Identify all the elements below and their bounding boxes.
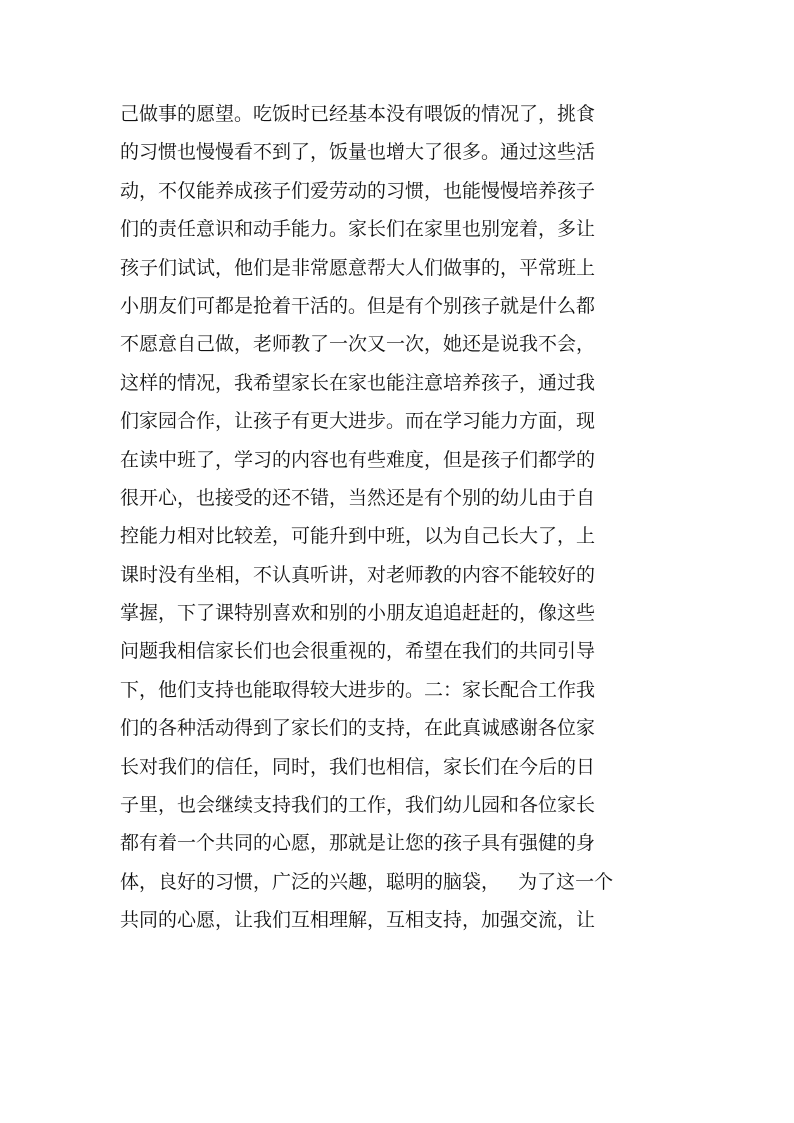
text-line: 控能力相对比较差，可能升到中班，以为自己长大了，上 (120, 525, 596, 548)
text-line: 们的责任意识和动手能力。家长们在家里也别宠着，多让 (120, 218, 596, 241)
text-line: 共同的心愿，让我们互相理解，互相支持，加强交流，让 (120, 909, 596, 932)
text-line: 动，不仅能养成孩子们爱劳动的习惯，也能慢慢培养孩子 (120, 179, 596, 202)
text-line: 都有着一个共同的心愿，那就是让您的孩子具有强健的身 (120, 832, 596, 855)
text-line: 很开心，也接受的还不错，当然还是有个别的幼儿由于自 (120, 486, 596, 509)
text-line: 长对我们的信任，同时，我们也相信，家长们在今后的日 (120, 755, 596, 778)
text-line: 体，良好的习惯，广泛的兴趣，聪明的脑袋， 为了这一个 (120, 870, 614, 893)
text-line: 课时没有坐相，不认真听讲，对老师教的内容不能较好的 (120, 563, 596, 586)
text-line: 掌握，下了课特别喜欢和别的小朋友追追赶赶的，像这些 (120, 602, 596, 625)
text-line: 在读中班了，学习的内容也有些难度，但是孩子们都学的 (120, 448, 596, 471)
text-line: 己做事的愿望。吃饭时已经基本没有喂饭的情况了，挑食 (120, 103, 596, 125)
text-line: 问题我相信家长们也会很重视的，希望在我们的共同引导 (120, 640, 596, 663)
text-line: 们家园合作，让孩子有更大进步。而在学习能力方面，现 (120, 410, 596, 433)
text-line: 子里，也会继续支持我们的工作，我们幼儿园和各位家长 (120, 794, 596, 817)
text-line: 孩子们试试，他们是非常愿意帮大人们做事的，平常班上 (120, 256, 596, 279)
text-line: 这样的情况，我希望家长在家也能注意培养孩子，通过我 (120, 371, 596, 394)
text-line: 下，他们支持也能取得较大进步的。二：家长配合工作我 (120, 678, 596, 701)
body-text (120, 95, 680, 940)
text-line: 们的各种活动得到了家长们的支持，在此真诚感谢各位家 (120, 717, 596, 740)
text-line: 小朋友们可都是抢着干活的。但是有个别孩子就是什么都 (120, 294, 596, 317)
text-line: 的习惯也慢慢看不到了，饭量也增大了很多。通过这些活 (120, 141, 596, 164)
text-line: 不愿意自己做，老师教了一次又一次，她还是说我不会， (120, 333, 596, 356)
